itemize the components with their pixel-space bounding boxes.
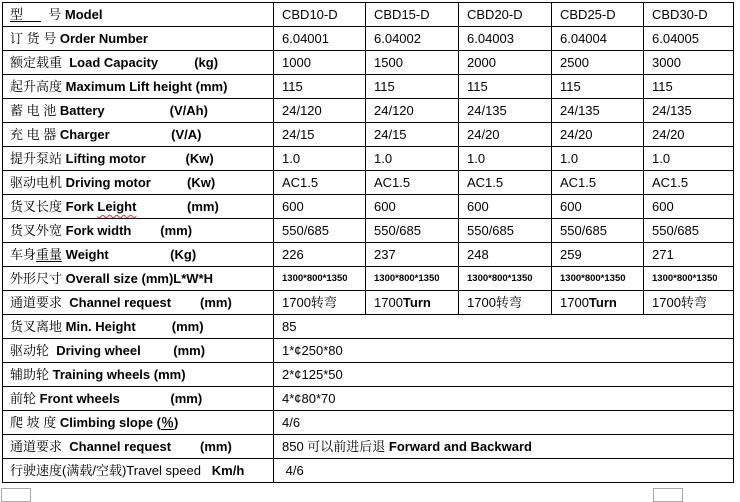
text-run [109,247,170,262]
value-cell [459,3,552,27]
text-run: 1.0 [467,151,486,166]
value-cell [274,363,734,387]
text-run: CBD15-D [374,7,430,22]
text-run: 重量 [36,247,63,262]
text-run: 600 [282,199,304,214]
value-cell [366,243,459,267]
text-run: 1300*800*1350 [652,272,718,284]
text-run: 24/15 [374,127,407,142]
text-run: 1700 [560,295,589,310]
text-run: (mm) [170,391,203,406]
text-run: CBD10-D [282,7,338,22]
value-cell [274,75,366,99]
text-run: 24/135 [560,103,600,118]
value-cell [274,435,734,459]
text-run: 600 [374,199,396,214]
row-label-cell [3,195,274,219]
text-run: 600 [467,199,489,214]
text-run: 226 [282,247,304,262]
text-run: 24/135 [467,103,507,118]
text-run: 4/6 [282,463,304,478]
value-cell [644,123,734,147]
text-run: Battery [59,103,105,118]
text-run: (mm) [187,199,219,214]
text-run: (kg) [194,55,219,70]
value-cell [274,123,366,147]
text-run: Weight [65,247,109,262]
text-run: Min. Height [65,319,136,334]
text-run: 550/685 [652,223,699,238]
value-cell [552,99,644,123]
text-run [171,295,200,310]
value-cell [274,411,734,435]
text-run: Charger [59,127,110,142]
value-cell [459,267,552,291]
text-run: AC1.5 [467,175,504,190]
text-run: 237 [374,247,396,262]
text-run: Km/h [211,463,245,478]
text-run: 24/20 [560,127,593,142]
text-run: 蓄 电 池 [10,103,60,118]
value-cell [644,27,734,51]
text-run [146,151,186,166]
row-label-cell [3,339,274,363]
value-cell [552,123,644,147]
text-run: ％ [160,415,174,430]
value-cell [644,195,734,219]
text-run: Channel request [69,439,172,454]
row-label-cell [3,27,274,51]
text-run: AC1.5 [560,175,597,190]
text-run: 前轮 [10,391,40,406]
table-row [3,459,734,483]
value-cell [366,27,459,51]
value-cell [274,27,366,51]
text-run: 提升泵站 [10,151,66,166]
text-run [120,391,171,406]
value-cell [552,171,644,195]
text-run: 6.04005 [652,31,699,46]
text-run: (Kg) [170,247,197,262]
value-cell [644,243,734,267]
value-cell [274,339,734,363]
table-row [3,339,734,363]
value-cell [274,459,734,483]
text-run: 货叉长度 [10,199,66,214]
text-run: 1300*800*1350 [467,272,533,284]
text-run: 24/135 [652,103,692,118]
value-cell [644,75,734,99]
value-cell [274,243,366,267]
value-cell [366,219,459,243]
text-run: 爬 坡 度 [10,415,60,430]
text-run: 6.04001 [282,31,329,46]
text-run: 号 [41,7,65,22]
value-cell [459,243,552,267]
table-row [3,195,734,219]
value-cell [274,195,366,219]
row-label-cell [3,51,274,75]
value-cell [552,195,644,219]
text-run: 起升高度 [10,79,66,94]
text-run: 转弯 [495,295,522,310]
text-run: (Kw) [185,151,214,166]
text-run: 车身 [10,247,37,262]
text-run: 2500 [560,55,589,70]
table-handle-left[interactable] [1,488,31,502]
text-run: CBD25-D [560,7,616,22]
text-run: 1500 [374,55,403,70]
value-cell [459,51,552,75]
text-run: Load Capacity [69,55,159,70]
text-run: Turn [588,295,617,310]
row-label-cell [3,411,274,435]
text-run: 6.04004 [560,31,607,46]
value-cell [552,75,644,99]
text-run: 3000 [652,55,681,70]
text-run [136,199,187,214]
table-row [3,219,734,243]
text-run: 转弯 [680,295,707,310]
text-run: Front wheels [39,391,120,406]
text-run: 额定载重 [10,55,70,70]
text-run: 24/15 [282,127,315,142]
value-cell [644,171,734,195]
table-row [3,267,734,291]
row-label-cell [3,147,274,171]
table-row [3,387,734,411]
value-cell [366,171,459,195]
text-run: 115 [374,79,395,94]
row-label-cell [3,99,274,123]
table-row [3,75,734,99]
text-run: Turn [402,295,431,310]
text-run: 1.0 [560,151,579,166]
value-cell [366,195,459,219]
value-cell [552,3,644,27]
row-label-cell [3,75,274,99]
text-run: 1700 [652,295,681,310]
text-run: Fork width [65,223,132,238]
value-cell [366,99,459,123]
text-run [105,103,170,118]
text-run: 1*¢250*80 [282,343,343,358]
table-row [3,363,734,387]
text-run: (mm) [200,295,232,310]
text-run: 115 [652,79,673,94]
text-run: 6.04002 [374,31,421,46]
text-run: 115 [560,79,581,94]
text-run: 850 可以前进后退 [282,439,389,454]
text-run: 1300*800*1350 [374,272,440,284]
row-label-cell [3,459,274,483]
text-run: 600 [560,199,582,214]
value-cell [366,147,459,171]
text-run [110,127,171,142]
text-run: Travel speed [126,463,201,478]
value-cell [459,123,552,147]
text-run: (mm) [173,343,206,358]
text-run [151,175,187,190]
value-cell [552,219,644,243]
value-cell [366,123,459,147]
text-run: 24/120 [282,103,322,118]
value-cell [459,75,552,99]
table-row [3,243,734,267]
value-cell [459,291,552,315]
value-cell [644,267,734,291]
text-run: Lifting motor [65,151,146,166]
text-run: AC1.5 [652,175,689,190]
table-row [3,291,734,315]
value-cell [552,243,644,267]
value-cell [644,219,734,243]
value-cell [366,267,459,291]
text-run: 货叉离地 [10,319,66,334]
text-run: 辅助轮 [10,367,53,382]
text-run: (Kw) [186,175,216,190]
text-run: ) [173,415,179,430]
row-label-cell [3,243,274,267]
value-cell [552,291,644,315]
text-run: 4*¢80*70 [282,391,336,406]
table-row [3,123,734,147]
row-label-cell [3,267,274,291]
spec-table [2,2,734,483]
text-run: 1.0 [374,151,393,166]
text-run: AC1.5 [282,175,319,190]
text-run: 充 电 器 [10,127,60,142]
text-run: 转弯 [310,295,337,310]
value-cell [459,147,552,171]
row-label-cell [3,435,274,459]
text-run: Training wheels (mm) [52,367,186,382]
text-run: Fork [65,199,98,214]
text-run: Climbing slope ( [59,415,161,430]
table-row [3,99,734,123]
value-cell [552,267,644,291]
text-run: 550/685 [560,223,607,238]
table-resize-handle[interactable] [653,488,683,502]
value-cell [366,3,459,27]
row-label-cell [3,3,274,27]
value-cell [459,219,552,243]
text-run: Channel request [69,295,172,310]
table-row [3,27,734,51]
text-run: CBD30-D [652,7,708,22]
text-run: 550/685 [374,223,421,238]
value-cell [644,3,734,27]
text-run: 1700 [467,295,496,310]
text-run [201,463,212,478]
text-run: 驱动轮 [10,343,57,358]
text-run: Maximum Lift height (mm) [65,79,228,94]
text-run: Forward and Backward [388,439,532,454]
text-run: 1.0 [652,151,671,166]
text-run: 4/6 [282,415,301,430]
text-run [136,319,172,334]
value-cell [552,147,644,171]
spec-table-body [3,3,734,483]
row-label-cell [3,315,274,339]
value-cell [274,3,366,27]
text-run [141,343,174,358]
value-cell [274,99,366,123]
text-run: 271 [652,247,674,262]
value-cell [274,387,734,411]
text-run: 通道要求 [10,439,70,454]
table-row [3,3,734,27]
value-cell [366,51,459,75]
text-run: Overall size (mm)L*W*H [65,271,213,286]
text-run [131,223,160,238]
text-run: 1.0 [282,151,301,166]
text-run: 24/20 [467,127,500,142]
text-run: 1700 [282,295,311,310]
text-run: (V/A) [171,127,202,142]
table-row [3,411,734,435]
text-run: Driving wheel [56,343,141,358]
text-run: Model [64,7,103,22]
text-run: 1300*800*1350 [282,272,348,284]
text-run: 1700 [374,295,403,310]
text-run: 驱动电机 [10,175,66,190]
text-run [158,55,194,70]
text-run: 订 货 号 [10,31,60,46]
text-run: Driving motor [65,175,151,190]
text-run: 2000 [467,55,496,70]
row-label-cell [3,291,274,315]
text-run: 550/685 [282,223,329,238]
value-cell [552,27,644,51]
table-row [3,147,734,171]
text-run: 1000 [282,55,311,70]
row-label-cell [3,123,274,147]
value-cell [459,27,552,51]
text-run: 550/685 [467,223,514,238]
value-cell [366,291,459,315]
text-run: 24/20 [652,127,685,142]
row-label-cell [3,387,274,411]
text-run: 1300*800*1350 [560,272,626,284]
value-cell [274,219,366,243]
text-run: 2*¢125*50 [282,367,343,382]
text-run: 85 [282,319,297,334]
row-label-cell [3,171,274,195]
table-row [3,315,734,339]
text-run: 600 [652,199,674,214]
text-run: Leight [97,199,137,214]
text-run: 型 [10,7,42,22]
row-label-cell [3,219,274,243]
table-row [3,435,734,459]
value-cell [274,147,366,171]
text-run: 259 [560,247,582,262]
value-cell [274,291,366,315]
text-run: Order Number [59,31,148,46]
text-run: 6.04003 [467,31,514,46]
value-cell [644,147,734,171]
text-run: 115 [282,79,303,94]
value-cell [274,51,366,75]
value-cell [644,51,734,75]
row-label-cell [3,363,274,387]
value-cell [274,315,734,339]
text-run: 115 [467,79,488,94]
value-cell [644,291,734,315]
text-run: 248 [467,247,489,262]
value-cell [366,75,459,99]
value-cell [274,267,366,291]
table-row [3,51,734,75]
text-run [171,439,200,454]
value-cell [274,171,366,195]
text-run: (V/Ah) [169,103,208,118]
text-run: (mm) [171,319,204,334]
text-run: 行驶速度(满载/空载) [10,463,127,478]
text-run: (mm) [200,439,232,454]
text-run: CBD20-D [467,7,523,22]
text-run: 24/120 [374,103,414,118]
text-run: 外形尺寸 [10,271,66,286]
table-row [3,171,734,195]
text-run: 货叉外宽 [10,223,66,238]
value-cell [459,171,552,195]
value-cell [459,195,552,219]
value-cell [552,51,644,75]
value-cell [644,99,734,123]
text-run: AC1.5 [374,175,411,190]
text-run: (mm) [160,223,193,238]
value-cell [459,99,552,123]
text-run: 通道要求 [10,295,70,310]
